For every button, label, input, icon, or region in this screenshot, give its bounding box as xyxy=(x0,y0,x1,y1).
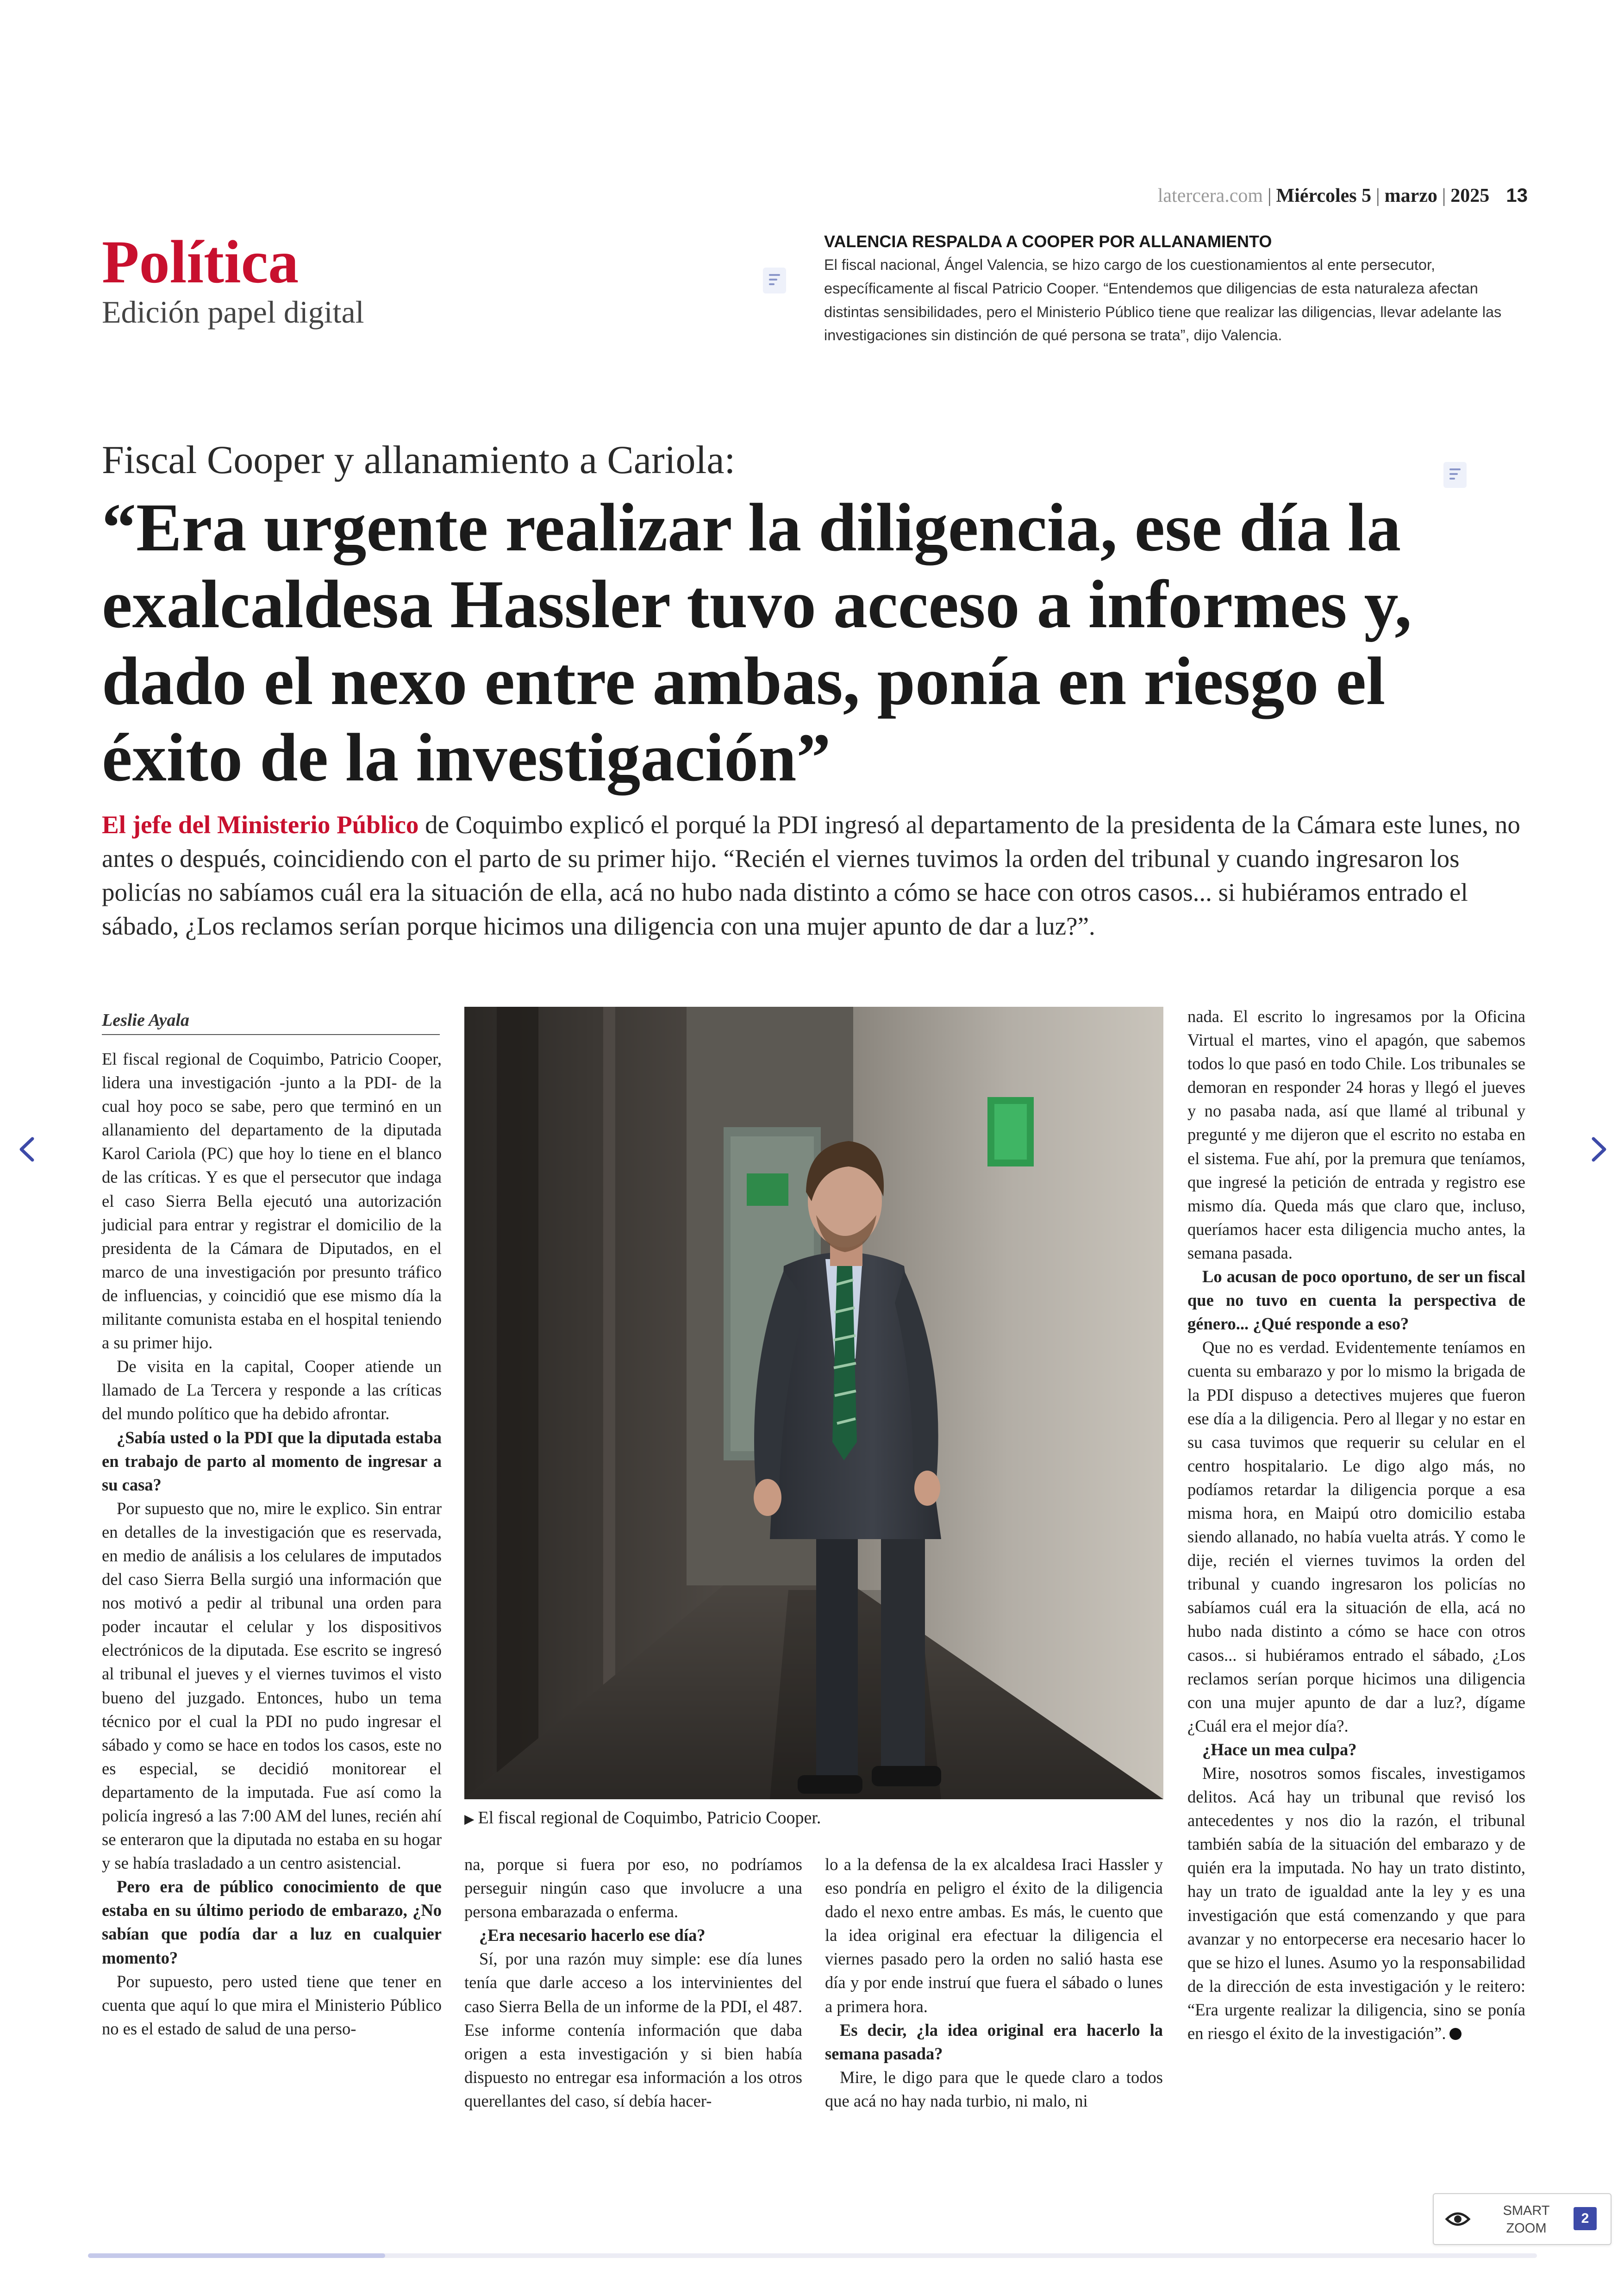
photo-illustration xyxy=(464,1007,1163,1799)
site-name: latercera.com xyxy=(1157,185,1263,206)
paragraph: Por supuesto, pero usted tiene que tener en cuenta que aquí lo que mira el Ministerio Público no es el estado de salud de una perso- xyxy=(102,1971,442,2038)
paragraph: na, porque si fuera por eso, no podríamos perseguir ningún caso que involucre a una persona embarazada o enferma. xyxy=(464,1855,802,1921)
caption-triangle-icon: ▶ xyxy=(464,1812,475,1827)
page-progress-fill xyxy=(88,2253,385,2258)
end-mark-icon xyxy=(1449,2028,1462,2040)
interview-question: Lo acusan de poco oportuno, de ser un fiscal que no tuvo en cuenta la perspectiva de género... ¿Qué responde a eso? xyxy=(1187,1267,1525,1334)
previous-page-button[interactable] xyxy=(6,1129,48,1170)
sidebar-title: VALENCIA RESPALDA A COOPER POR ALLANAMIENTO xyxy=(824,232,1272,251)
date-month: marzo xyxy=(1384,185,1437,206)
interview-question: ¿Sabía usted o la PDI que la diputada estaba en trabajo de parto al momento de ingresar a su casa? xyxy=(102,1428,442,1494)
smart-zoom-label-line: ZOOM xyxy=(1506,2220,1547,2236)
sidebar-box xyxy=(824,231,1528,347)
note-icon[interactable] xyxy=(1443,462,1467,488)
body-column-2 xyxy=(464,1852,802,2113)
body-column-1 xyxy=(102,1047,442,2040)
interview-question: ¿Hace un mea culpa? xyxy=(1202,1740,1357,1759)
chevron-left-icon xyxy=(6,1129,48,1170)
smart-zoom-button[interactable] xyxy=(1433,2193,1612,2245)
interview-question: Es decir, ¿la idea original era hacerlo la semana pasada? xyxy=(825,2020,1163,2063)
interview-question: Pero era de público conocimiento de que estaba en su último periodo de embarazo, ¿No sabían que podía dar a luz en cualquier momento? xyxy=(102,1877,442,1967)
lede-text: de Coquimbo explicó el porqué la PDI ingresó al departamento de la presidenta de la Cámara este lunes, no antes o después, coincidiendo con el parto de su primer hijo. “Recién el viernes tuvimos la orden del tribunal y cuando ingresaron los policías no sabíamos cuál era la situación de ella, acá no hubo nada distinto a cómo se hace con otros casos... si hubiéramos entrado el sábado, ¿Los reclamos serían porque hicimos una diligencia con una mujer apunto de dar a luz?”. xyxy=(102,811,1520,941)
date-year: 2025 xyxy=(1450,185,1490,206)
smart-zoom-label xyxy=(1494,2202,1559,2237)
paragraph: nada. El escrito lo ingresamos por la Oficina Virtual el martes, vino el apagón, que sabemos todos lo que pasó en todo Chile. Los tribunales se demoran en responder 24 horas y llegó el jueves y no pasaba nada, así que llamé al tribunal y pregunté y me dijeron que el escrito no estaba en el sistema. Fue ahí, por la premura que teníamos, que ingresé la petición de entrada y registro ese mismo día. Queda más que claro que, incluso, queríamos hacer esta diligencia mucho antes, la semana pasada. xyxy=(1187,1007,1525,1262)
chevron-right-icon xyxy=(1578,1129,1619,1170)
note-icon[interactable] xyxy=(763,268,786,293)
byline: Leslie Ayala xyxy=(102,1010,440,1035)
eye-icon xyxy=(1444,2206,1472,2232)
paragraph xyxy=(1187,1761,1525,2045)
photo-caption xyxy=(464,1808,1163,1828)
article-headline: “Era urgente realizar la diligencia, ese día la exalcaldesa Hassler tuvo acceso a informes y, dado el nexo entre ambas, ponía en riesgo el éxito de la investigación” xyxy=(102,490,1412,796)
paragraph: De visita en la capital, Cooper atiende un llamado de La Tercera y responde a las críticas del mundo político que ha debido afrontar. xyxy=(102,1357,442,1423)
paragraph: Por supuesto que no, mire le explico. Sin entrar en detalles de la investigación que es reservada, en medio de análisis a los celulares de imputados del caso Sierra Bella surgió una información que nos motivó a pedir al tribunal una orden para poder incautar el celular y los dispositivos electrónicos de la diputada. Ese escrito se ingresó al tribunal el jueves y el viernes tuvimos el visto bueno del juzgado. Entonces, hubo un tema técnico por el cual la PDI no pudo ingresar el sábado y como se hace en todos los casos, este no es especial, se decidió monitorear el departamento de la imputada. Fue así como la policía ingresó a las 7:00 AM del lunes, recién ahí se enteraron que la diputada no estaba en su hogar y se había trasladado a un centro asistencial. xyxy=(102,1498,442,1873)
page-folio: latercera.com | Miércoles 5 | marzo | 2025 13 xyxy=(1157,184,1528,206)
paragraph: lo a la defensa de la ex alcaldesa Iraci Hassler y eso pondría en peligro el éxito de la diligencia dado el nexo entre ambas. Es más, le cuento que la idea original era efectuar la diligencia el viernes pasado pero la orden no salió hasta ese día y por ende instruí que fuera el sábado o lunes a primera hora. xyxy=(825,1855,1163,2016)
lede-highlight: El jefe del Ministerio Público xyxy=(102,811,419,839)
paragraph: Sí, por una razón muy simple: ese día lunes tenía que darle acceso a los intervinientes del caso Sierra Bella de un informe de la PDI, el 487. Ese informe contenía información que daba origen a esta investigación y si bien había dispuesto no entregar esa información a los otros querellantes del caso, sí debía hacer- xyxy=(464,1949,802,2110)
page-progress-bar[interactable] xyxy=(88,2253,1537,2258)
closing-text: Mire, nosotros somos fiscales, investigamos delitos. Acá hay un tribunal que revisó los antecedentes y nos dio la razón, el tribunal también sabía de la situación del embarazo y de quién era la imputada. No hay un trato distinto, hay un trato de igualdad ante la ley y es una investigación que está comenzando y que para avanzar y no entorpecerse era necesario hacer lo que se hizo el lunes. Asumo yo la responsabilidad de la dirección de esta investigación y le reitero: “Era urgente realizar la diligencia, sino se ponía en riesgo el éxito de la investigación”. xyxy=(1187,1764,1525,2043)
paragraph: El fiscal regional de Coquimbo, Patricio Cooper, lidera una investigación -junto a la PDI- de la cual hoy poco se sabe, pero que terminó en un allanamiento del departamento de la diputada Karol Cariola (PC) que hoy lo tiene en el blanco de las críticas. Y es que el persecutor que indaga el caso Sierra Bella ejecutó una autorización judicial para entrar y registrar el domicilio de la presidenta de la Cámara de Diputados, en el marco de una investigación por presunto tráfico de influencias, y coincidió que ese mismo día la militante comunista estaba en el hospital teniendo a su primer hijo. xyxy=(102,1049,442,1353)
smart-zoom-label-line: SMART xyxy=(1503,2203,1550,2218)
edition-label: Edición papel digital xyxy=(102,294,364,330)
paragraph: Que no es verdad. Evidentemente teníamos en cuenta su embarazo y por lo mismo la brigada de la PDI dispuso a detectives mujeres que fueron ese día a la diligencia. Pero al llegar y no estar en su casa tuvimos que requerir su celular en el centro hospitalario. Le digo algo más, no podíamos retardar la diligencia porque a esa misma hora, en Maipú otro domicilio estaba siendo allanado, no había vuelta atrás. Y como le dije, recién el viernes tuvimos la orden del tribunal y cuando ingresaron los policías no sabíamos cuál era la situación de ella, acá no hubo nada distinto a cómo se hace con otros casos... si hubiéramos entrado el sábado, ¿Los reclamos serían porque hicimos una diligencia con una mujer apunto de dar a luz?, dígame ¿Cuál era el mejor día?. xyxy=(1187,1338,1525,1735)
interview-question: ¿Era necesario hacerlo ese día? xyxy=(479,1926,706,1945)
next-page-button[interactable] xyxy=(1578,1129,1619,1170)
zoom-level-badge: 2 xyxy=(1574,2207,1597,2230)
caption-text: El fiscal regional de Coquimbo, Patricio Cooper. xyxy=(478,1808,821,1827)
body-column-3 xyxy=(825,1852,1163,2113)
body-column-4 xyxy=(1187,1004,1525,2045)
page-number: 13 xyxy=(1506,184,1528,206)
article-kicker: Fiscal Cooper y allanamiento a Cariola: xyxy=(102,437,736,482)
article-photo xyxy=(464,1007,1163,1799)
sidebar-body: El fiscal nacional, Ángel Valencia, se hizo cargo de los cuestionamientos al ente persecutor, específicamente al fiscal Patricio Cooper. “Entendemos que diligencias de esta naturaleza afectan distintas sensibilidades, pero el Ministerio Público tiene que realizar las diligencias, llevar adelante las investigaciones sin distinción de qué persona se trata”, dijo Valencia. xyxy=(824,256,1502,344)
article-lede xyxy=(102,808,1532,943)
section-title: Política xyxy=(102,228,299,296)
paragraph: Mire, le digo para que le quede claro a todos que acá no hay nada turbio, ni malo, ni xyxy=(825,2067,1163,2110)
date-day: Miércoles 5 xyxy=(1276,185,1372,206)
